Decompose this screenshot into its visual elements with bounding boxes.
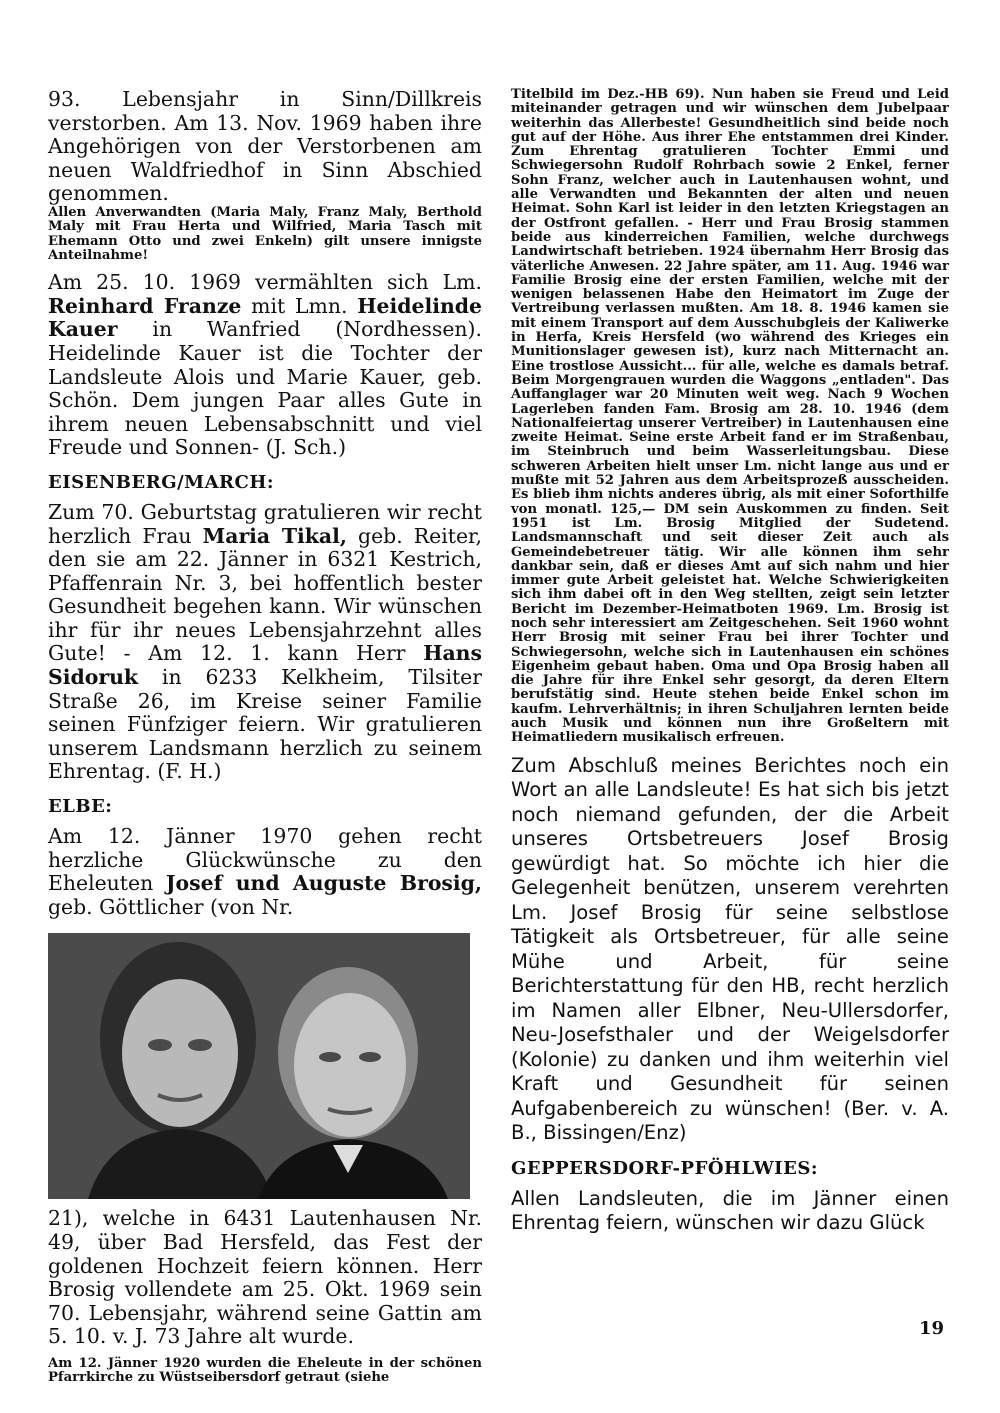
section-heading-elbe: ELBE: (48, 796, 113, 818)
wedding-text-2: mit Lmn. (241, 293, 358, 318)
page-number: 19 (918, 1318, 944, 1339)
left-column (48, 88, 482, 1386)
couple-photo (48, 933, 470, 1199)
right-column (511, 88, 949, 1236)
paragraph-obituary: 93. Lebensjahr in Sinn/Dillkreis verstorben. Am 13. Nov. 1969 haben ihre Angehörigen von der Verstorbenen am neuen Waldfriedhof in Sinn Abschied genommen. (48, 87, 482, 206)
bride-name: Heidelinde Kauer (48, 293, 482, 342)
birthday-name-2: Hans Sidoruk (48, 641, 482, 690)
wedding-text-3: in Wanfried (Nordhessen). Heidelinde Kauer ist die Tochter der Landsleute Alois und Marie Kauer, geb. Schön. Dem jungen Paar alles Gute in ihrem neuen Lebensabschnitt und viel Freude und Sonnen- (J. Sch.) (48, 317, 482, 460)
section-heading-eisenberg: EISENBERG/MARCH: (48, 471, 274, 493)
golden-wedding-text-1: Am 12. Jänner 1970 gehen recht herzliche Glückwünsche zu den Eheleuten (48, 824, 482, 896)
paragraph-closing-thanks: Zum Abschluß meines Berichtes noch ein Wort an alle Landsleute! Es hat sich bis jetzt noch niemand gefunden, der die Arbeit unseres Ortsbetreuers Josef Brosig gewürdigt hat. So möchte ich hier die Gelegenheit benützen, unserem verehrten Lm. Josef Brosig für seine selbstlose Tätigkeit als Ortsbetreuer, für alle seine Mühe und Arbeit, für seine Berichterstattung für den HB, recht herzlich im Namen aller Elbner, Neu-Ullersdorfer, Neu-Josefsthaler und der Weigelsdorfer (Kolonie) zu danken und ihm weiterhin viel Kraft und Gesundheit für seinen Aufgabenbereich zu wünschen! (Ber. v. A. B., Bissingen/Enz) (511, 753, 949, 1145)
birthday-text-3: in 6233 Kelkheim, Tilsiter Straße 26, im Kreise seiner Familie seinen Fünfziger feiern. Wir gratulieren unserem Landsmann herzlich zu seinem Ehrentag. (F. H.) (48, 665, 482, 784)
couple-name: Josef und Auguste Brosig, (165, 871, 482, 896)
paragraph-geppersdorf: Allen Landsleuten, die im Jänner einen Ehrentag feiern, wünschen wir dazu Glück (511, 1186, 949, 1235)
birthday-text-1: Zum 70. Geburtstag gratulieren wir recht herzlich Frau (48, 499, 482, 548)
paragraph-condolence: Allen Anverwandten (Maria Maly, Franz Maly, Berthold Maly mit Frau Herta und Wilfried, Maria Tasch mit Ehemann Otto und zwei Enkeln) gilt unsere innigste Anteilnahme! (48, 204, 482, 263)
paragraph-wedding-1920: Am 12. Jänner 1920 wurden die Eheleute in der schönen Pfarrkirche zu Wüstseibersdorf getraut (siehe (48, 1355, 482, 1386)
paragraph-golden-wedding (48, 825, 482, 919)
photo-illustration (48, 933, 470, 1199)
paragraph-wedding (48, 271, 482, 460)
birthday-name-1: Maria Tikal, (202, 523, 347, 548)
paragraph-golden-wedding-continued: 21), welche in 6431 Lautenhausen Nr. 49, über Bad Hersfeld, das Fest der goldenen Hochzeit feiern können. Herr Brosig vollendete am 25. Okt. 1969 sein 70. Lebensjahr, während seine Gattin am 5. 10. v. J. 73 Jahre alt wurde. (48, 1206, 482, 1349)
section-heading-geppersdorf: GEPPERSDORF-PFÖHLWIES: (511, 1157, 818, 1179)
wedding-text-1: Am 25. 10. 1969 vermählten sich Lm. (48, 270, 482, 295)
paragraph-birthdays (48, 501, 482, 784)
golden-wedding-text-2: geb. Göttlicher (von Nr. (48, 894, 294, 919)
paragraph-brosig-history: Titelbild im Dez.-HB 69). Nun haben sie Freud und Leid miteinander getragen und wir wünschen dem Jubelpaar weiterhin das Allerbeste! Gesundheitlich sind beide noch gut auf der Höhe. Aus ihrer Ehe entstammen drei Kinder. Zum Ehrentag gratulieren Tochter Emmi und Schwiegersohn Rudolf Rohrbach sowie 2 Enkel, ferner Sohn Franz, welcher auch in Lautenhausen wohnt, und alle Verwandten und Bekannten der alten und neuen Heimat. Sohn Karl ist leider in den letzten Kriegstagen an der Ostfront gefallen. - Herr und Frau Brosig stammen beide aus kinderreichen Familien, welche durchwegs Landwirtschaft betrieben. 1924 übernahm Herr Brosig das väterliche Anwesen. 22 Jahre später, am 11. Aug. 1946 war Familie Brosig eine der ersten Familien, welche mit der wenigen belassenen Habe den Heimatort im Zuge der Vertreibung verlassen mußten. Am 18. 8. 1946 kamen sie mit einem Transport auf dem Ausschubgleis der Kaliwerke in Herfa, Kreis Hersfeld (wo während des Krieges ein Munitionslager gewesen ist), kurz nach Mitternacht an. Eine trostlose Aussicht... für alle, welche es damals betraf. Beim Morgengrauen wurden die Waggons „entladen". Das Auffanglager war 20 Minuten weit weg. Nach 9 Wochen Lagerleben fanden Fam. Brosig am 28. 10. 1946 (dem Nationalfeiertag unserer Vertreiber) in Lautenhausen eine zweite Heimat. Seine erste Arbeit fand er im Straßenbau, im Steinbruch und beim Wasserleitungsbau. Diese schweren Arbeiten hielt unser Lm. nicht lange aus und er mußte mit 52 Jahren aus dem Arbeitsprozeß ausscheiden. Es blieb ihm nichts anderes übrig, als mit einer Soforthilfe von monatl. 125,— DM sein Auskommen zu finden. Seit 1951 ist Lm. Brosig Mitglied der Sudetend. Landsmannschaft und seit dieser Zeit auch als Gemeindebetreuer tätig. Wir alle können ihm sehr dankbar sein, daß er dieses Amt auf sich nahm und hier immer gute Arbeit geleistet hat. Welche Schwierigkeiten sich ihm dabei oft in den Weg stellten, zeigt sein letzter Bericht im Dezember-Heimatboten 1969. Lm. Brosig ist noch sehr interessiert am Zeitgeschehen. Seit 1960 wohnt Herr Brosig mit seiner Frau bei ihrer Tochter und Schwiegersohn, welche sich in Lautenhausen ein schönes Eigenheim gebaut haben. Oma und Opa Brosig haben all die Jahre für ihre Enkel sehr gesorgt, da deren Eltern berufstätig sind. Heute stehen beide Enkel schon im kaufm. Lehrverhältnis; in ihren Schuljahren lernten beide auch Musik und können nun ihre Großeltern mit Heimatliedern musikalisch erfreuen. (511, 87, 949, 746)
groom-name: Reinhard Franze (48, 293, 242, 318)
birthday-text-2: geb. Reiter, den sie am 22. Jänner in 6321 Kestrich, Pfaffenrain Nr. 3, bei hoffentlich bester Gesundheit begehen kann. Wir wünschen ihr für ihr neues Lebensjahrzehnt alles Gute! - Am 12. 1. kann Herr (48, 523, 482, 666)
